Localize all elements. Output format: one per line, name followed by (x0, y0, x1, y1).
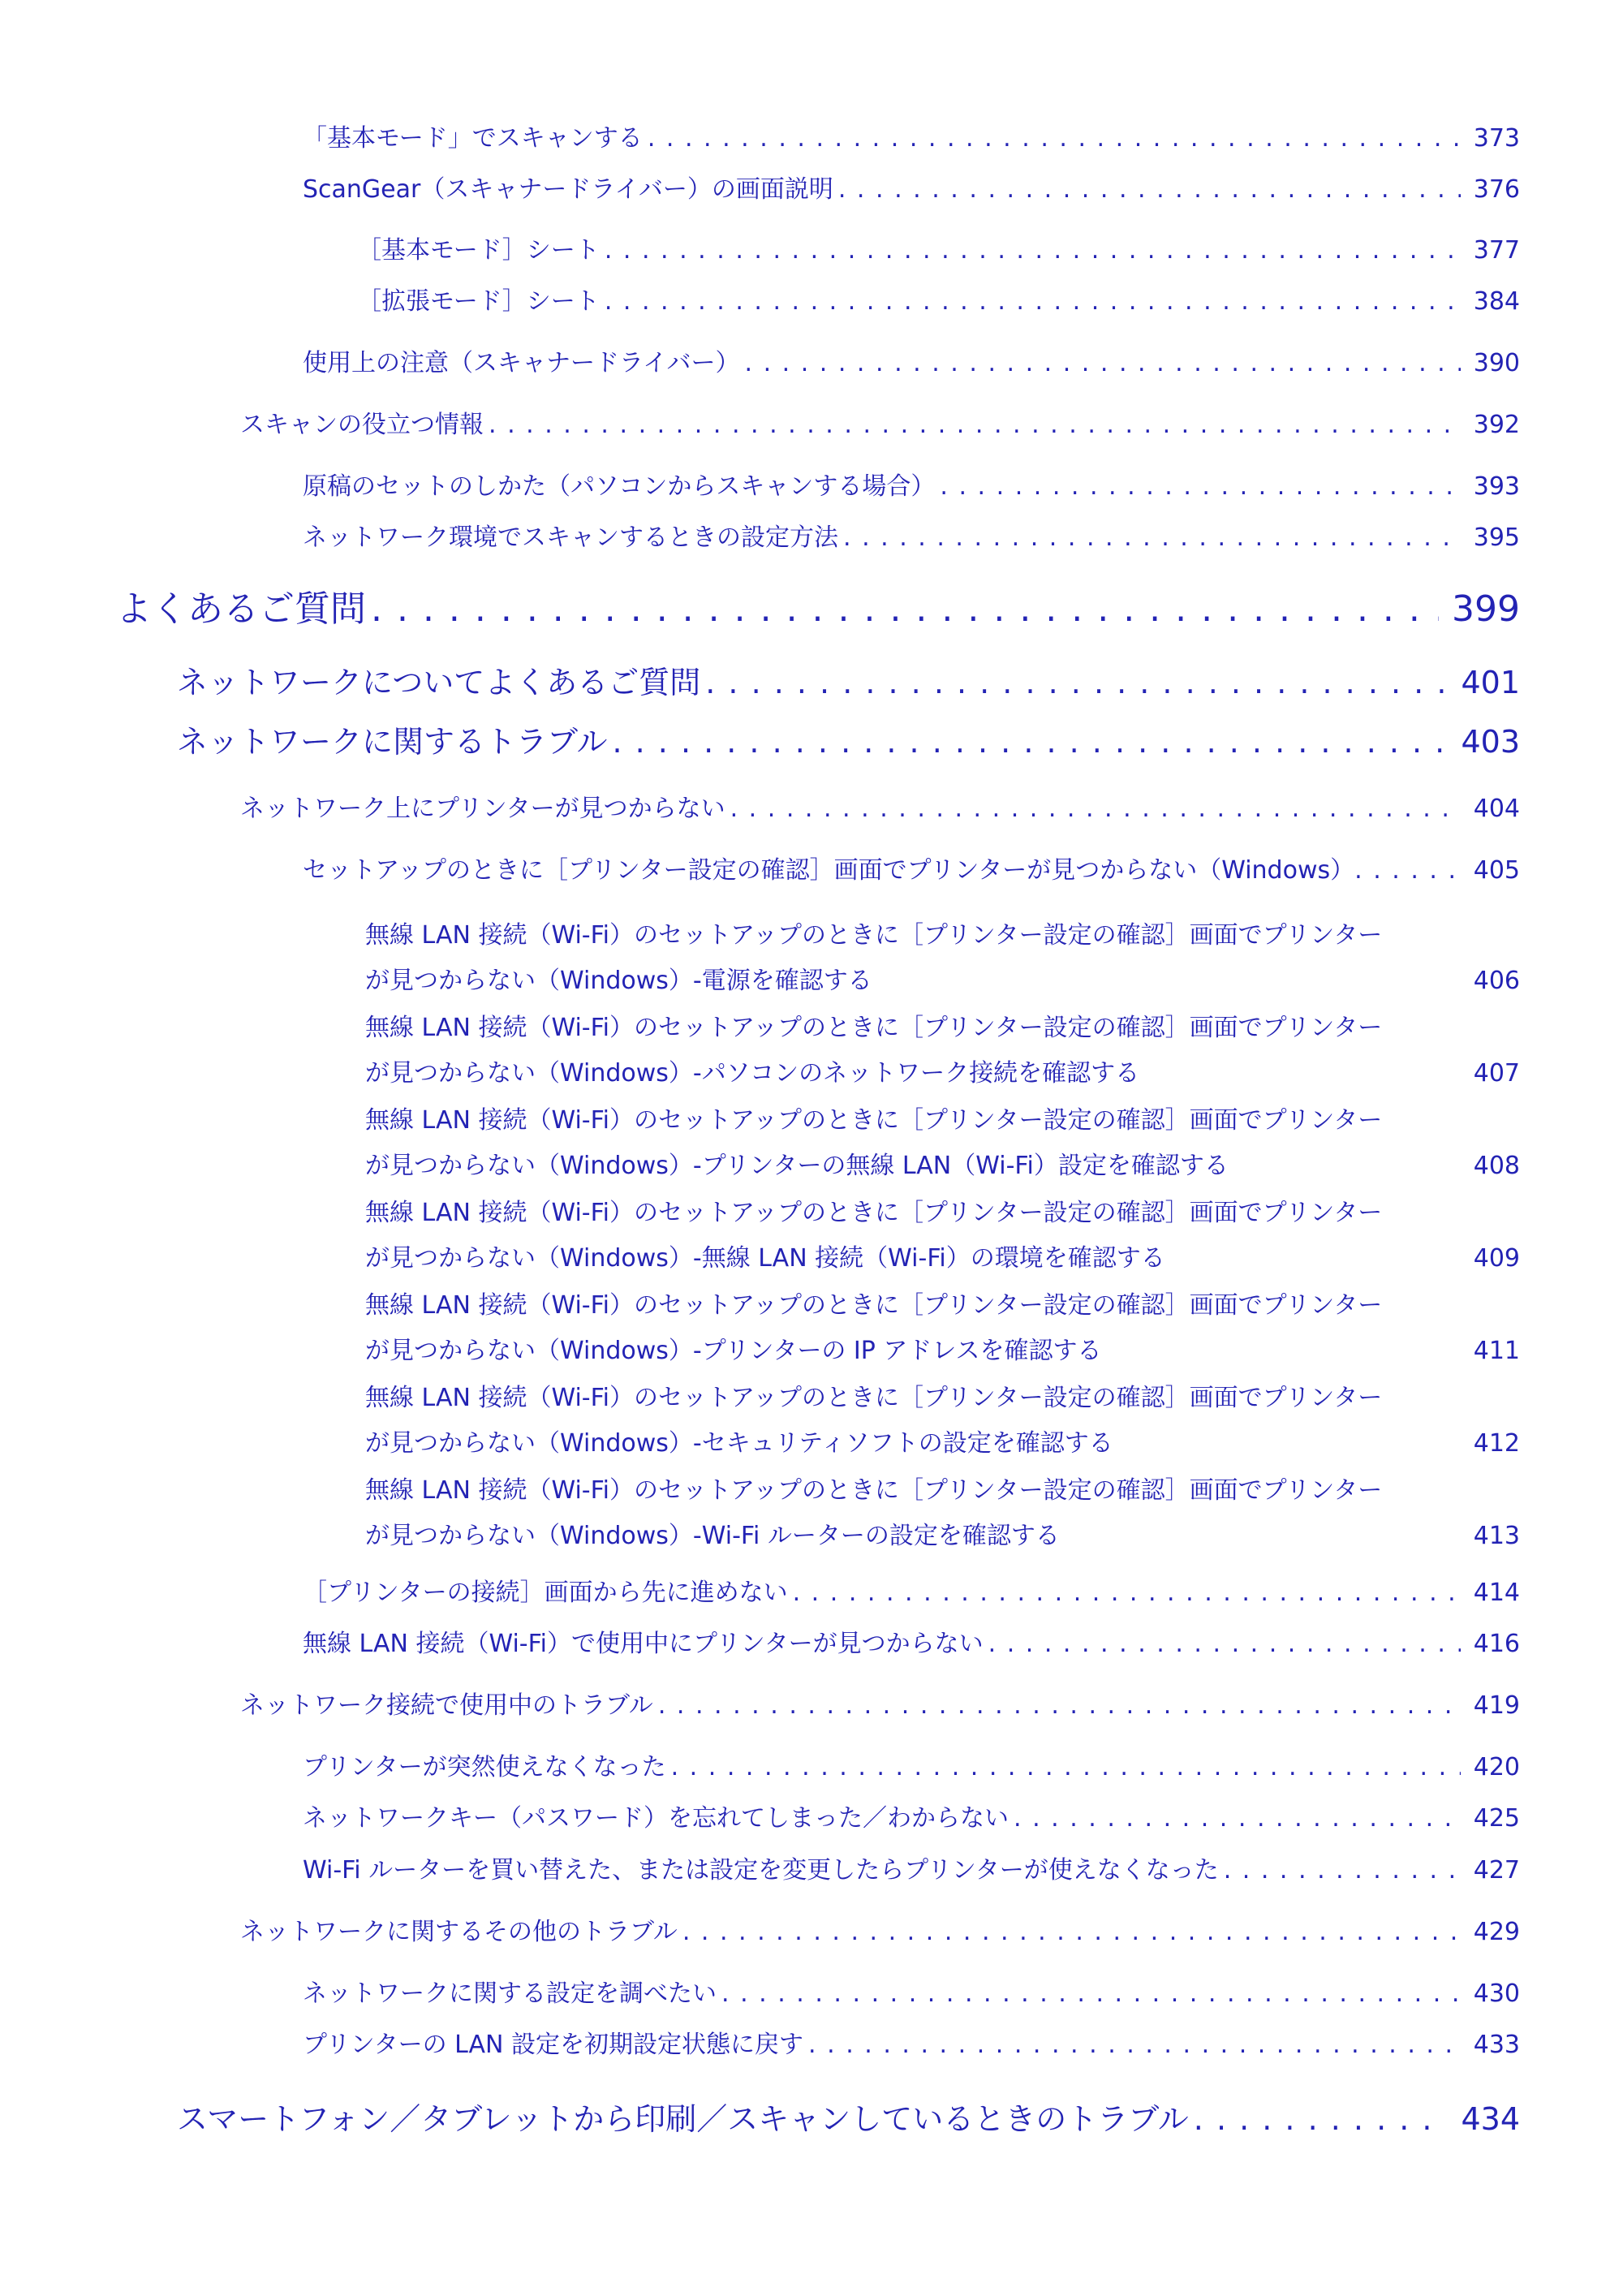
toc-page-number: 393 (1473, 472, 1520, 501)
toc-chapter-399[interactable] (116, 586, 1520, 633)
toc-page-number: 404 (1473, 795, 1520, 823)
toc-entry-title: ［拡張モード］シート (357, 287, 600, 316)
toc-entry-376[interactable] (303, 173, 1520, 207)
toc-entry-title: Wi-Fi ルーターを買い替えた、または設定を変更したらプリンターが使えなくなった (303, 1856, 1219, 1885)
toc-entry-title: 使用上の注意（スキャナードライバー） (303, 349, 740, 377)
dot-leader (605, 285, 1461, 319)
toc-entry-414[interactable] (303, 1576, 1520, 1610)
toc-section-401[interactable] (177, 661, 1520, 704)
toc-entry-title: よくあるご質問 (116, 588, 366, 630)
toc-entry-title: ネットワークキー（パスワード）を忘れてしまった／わからない (303, 1804, 1009, 1833)
toc-entry-title: ネットワークに関するその他のトラブル (240, 1918, 678, 1946)
toc-entry-title-line1: 無線 LAN 接続（Wi-Fi）のセットアップのときに［プリンター設定の確認］画面でプリンター (365, 1291, 1383, 1320)
toc-entry-title: ネットワーク環境でスキャンするときの設定方法 (303, 523, 838, 552)
toc-page-number: 430 (1473, 1979, 1520, 2008)
toc-entry-title: プリンターが突然使えなくなった (303, 1753, 666, 1781)
toc-entry-420[interactable] (303, 1751, 1520, 1785)
toc-entry-title: 無線 LAN 接続（Wi-Fi）で使用中にプリンターが見つからない (303, 1630, 984, 1658)
toc-entry-433[interactable] (303, 2028, 1520, 2062)
dot-leader (1224, 1854, 1461, 1888)
toc-entry-title: ネットワーク上にプリンターが見つからない (240, 795, 725, 823)
dot-leader (838, 173, 1461, 207)
toc-page-number: 405 (1473, 856, 1520, 885)
toc-page-number: 408 (1473, 1152, 1520, 1180)
toc-page-number: 403 (1461, 724, 1520, 760)
toc-entry-line2-row (365, 1236, 1520, 1282)
toc-entry-413[interactable] (365, 1468, 1520, 1559)
dot-leader (605, 234, 1461, 268)
toc-page-number: 419 (1473, 1691, 1520, 1720)
toc-page-number: 395 (1473, 523, 1520, 552)
toc-entry-title-line1: 無線 LAN 接続（Wi-Fi）のセットアップのときに［プリンター設定の確認］画面でプリンター (365, 921, 1383, 950)
toc-entry-416[interactable] (303, 1627, 1520, 1661)
toc-entry-title-line2: が見つからない（Windows）-セキュリティソフトの設定を確認する (365, 1429, 1113, 1458)
toc-entry-title-line2: が見つからない（Windows）-Wi-Fi ルーターの設定を確認する (365, 1522, 1060, 1550)
toc-entry-392[interactable] (240, 408, 1520, 442)
dot-leader (721, 1977, 1461, 2011)
dot-leader (658, 1689, 1461, 1723)
toc-entry-title: ネットワークに関するトラブル (177, 724, 608, 760)
toc-entry-title: ネットワークに関する設定を調べたい (303, 1979, 717, 2008)
dot-leader (1194, 2098, 1449, 2140)
dot-leader (843, 521, 1461, 555)
toc-entry-429[interactable] (240, 1915, 1520, 1949)
toc-entry-393[interactable] (303, 470, 1520, 504)
dot-leader (489, 408, 1461, 442)
dot-leader (988, 1627, 1461, 1661)
toc-page-number: 433 (1473, 2031, 1520, 2059)
toc-entry-title: セットアップのときに［プリンター設定の確認］画面でプリンターが見つからない（Windows） (303, 856, 1355, 885)
toc-entry-title: ScanGear（スキャナードライバー）の画面説明 (303, 175, 833, 204)
toc-entry-title: ネットワーク接続で使用中のトラブル (240, 1691, 653, 1720)
toc-entry-line2-row (365, 958, 1520, 1004)
toc-entry-408[interactable] (365, 1098, 1520, 1189)
toc-entry-405[interactable] (303, 854, 1520, 888)
toc-entry-427[interactable] (303, 1854, 1520, 1888)
dot-leader (371, 586, 1439, 633)
toc-page-number: 411 (1473, 1337, 1520, 1365)
toc-entry-title-line2: が見つからない（Windows）-電源を確認する (365, 967, 872, 995)
toc-entry-title: 「基本モード」でスキャンする (303, 124, 643, 153)
dot-leader (808, 2028, 1461, 2062)
dot-leader (671, 1751, 1461, 1785)
toc-entry-line2-row (365, 1421, 1520, 1467)
toc-entry-title-line1: 無線 LAN 接続（Wi-Fi）のセットアップのときに［プリンター設定の確認］画面でプリンター (365, 1476, 1383, 1505)
toc-entry-title-line1: 無線 LAN 接続（Wi-Fi）のセットアップのときに［プリンター設定の確認］画面でプリンター (365, 1106, 1383, 1135)
toc-entry-373[interactable] (303, 122, 1520, 156)
toc-page-number: 416 (1473, 1630, 1520, 1658)
toc-entry-title: ネットワークについてよくあるご質問 (177, 665, 701, 700)
toc-page-number: 390 (1473, 349, 1520, 377)
toc-entry-line2-row (365, 1329, 1520, 1374)
toc-entry-title-line1: 無線 LAN 接続（Wi-Fi）のセットアップのときに［プリンター設定の確認］画面でプリンター (365, 1014, 1383, 1042)
dot-leader (682, 1915, 1461, 1949)
dot-leader (730, 792, 1461, 826)
toc-page-number: 407 (1473, 1059, 1520, 1088)
toc-entry-395[interactable] (303, 521, 1520, 555)
toc-page-number: 434 (1461, 2101, 1520, 2137)
toc-entry-407[interactable] (365, 1006, 1520, 1096)
dot-leader (1354, 854, 1466, 888)
toc-entry-411[interactable] (365, 1283, 1520, 1374)
toc-page-number: 406 (1473, 967, 1520, 995)
toc-page-number: 376 (1473, 175, 1520, 204)
toc-entry-title-line1: 無線 LAN 接続（Wi-Fi）のセットアップのときに［プリンター設定の確認］画面でプリンター (365, 1384, 1383, 1412)
toc-page-number: 412 (1473, 1429, 1520, 1458)
toc-page-number: 392 (1473, 411, 1520, 439)
dot-leader (793, 1576, 1461, 1610)
toc-entry-377[interactable] (357, 234, 1520, 268)
toc-page-number: 429 (1473, 1918, 1520, 1946)
dot-leader (705, 661, 1448, 704)
toc-entry-title: スキャンの役立つ情報 (240, 411, 484, 439)
toc-entry-409[interactable] (365, 1191, 1520, 1282)
toc-entry-title: プリンターの LAN 設定を初期設定状態に戻す (303, 2031, 804, 2059)
toc-entry-title-line2: が見つからない（Windows）-プリンターの無線 LAN（Wi-Fi）設定を確認する (365, 1152, 1229, 1180)
toc-entry-title: 原稿のセットのしかた（パソコンからスキャンする場合） (303, 472, 936, 501)
toc-page-number: 414 (1473, 1579, 1520, 1607)
toc-page-number: 377 (1473, 236, 1520, 265)
toc-page-number: 413 (1473, 1522, 1520, 1550)
dot-leader (648, 122, 1461, 156)
toc-entry-title-line2: が見つからない（Windows）-プリンターの IP アドレスを確認する (365, 1337, 1102, 1365)
toc-entry-title: ［基本モード］シート (357, 236, 600, 265)
toc-entry-line2-row (365, 1514, 1520, 1559)
toc-entry-title: スマートフォン／タブレットから印刷／スキャンしているときのトラブル (177, 2101, 1189, 2137)
toc-page-number: 409 (1473, 1244, 1520, 1273)
toc-page-number: 373 (1473, 124, 1520, 153)
toc-entry-line2-row (365, 1144, 1520, 1189)
toc-entry-title-line2: が見つからない（Windows）-パソコンのネットワーク接続を確認する (365, 1059, 1140, 1088)
toc-entry-425[interactable] (303, 1802, 1520, 1836)
toc-page-number: 401 (1461, 665, 1520, 700)
toc-entry-title: ［プリンターの接続］画面から先に進めない (303, 1579, 788, 1607)
dot-leader (940, 470, 1460, 504)
toc-entry-430[interactable] (303, 1977, 1520, 2011)
toc-page-number: 384 (1473, 287, 1520, 316)
toc-page-number: 427 (1473, 1856, 1520, 1885)
toc-entry-line2-row (365, 1051, 1520, 1096)
toc-entry-title-line1: 無線 LAN 接続（Wi-Fi）のセットアップのときに［プリンター設定の確認］画面でプリンター (365, 1199, 1383, 1227)
toc-entry-412[interactable] (365, 1376, 1520, 1467)
dot-leader (745, 347, 1461, 381)
toc-section-434[interactable] (177, 2098, 1520, 2140)
toc-page-number: 425 (1473, 1804, 1520, 1833)
toc-entry-title-line2: が見つからない（Windows）-無線 LAN 接続（Wi-Fi）の環境を確認する (365, 1244, 1165, 1273)
dot-leader (1014, 1802, 1461, 1836)
toc-entry-384[interactable] (357, 285, 1520, 319)
toc-entry-390[interactable] (303, 347, 1520, 381)
toc-entry-419[interactable] (240, 1689, 1520, 1723)
toc-entry-404[interactable] (240, 792, 1520, 826)
toc-page-number: 420 (1473, 1753, 1520, 1781)
toc-page-number: 399 (1452, 588, 1520, 630)
toc-section-403[interactable] (177, 721, 1520, 763)
toc-entry-406[interactable] (365, 913, 1520, 1004)
dot-leader (612, 721, 1448, 763)
